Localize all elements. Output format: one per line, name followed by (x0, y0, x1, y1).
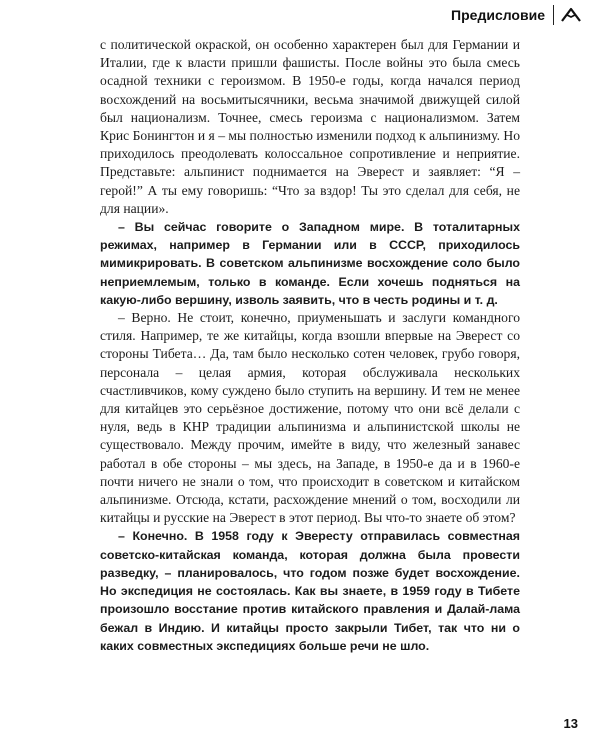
running-header (451, 4, 582, 26)
body-text (100, 36, 520, 655)
paragraph-question: – Конечно. В 1958 году к Эвересту отправилась совместная советско-китайская команда, которая должна была провести разведку, – планировалось, что годом позже будет восхождение. Но экспедиция не состоялась. Как вы знаете, в 1959 году в Тибете произошло восстание против китайского правления и Далай-лама бежал в Индию. И китайцы просто закрыли Тибет, так что ни о каких совместных экспедициях больше речи не шло. (100, 529, 520, 653)
header-divider (553, 5, 554, 25)
mountain-icon (560, 6, 582, 24)
paragraph-answer: – Верно. Не стоит, конечно, приуменьшать и заслуги командного стиля. Например, те же китайцы, когда взошли впервые на Эверест со стороны Тибета… Да, там было несколько сотен человек, грубо говоря, персонала – целая армия, которая обслуживала нескольких счастливчиков, кому суждено было ступить на вершину. И тем не менее для китайцев это серьёзное достижение, потому что они всё делали с нуля, ведь в КНР традиции альпинизма и альпинистской школы не существовало. Между прочим, имейте в виду, что железный занавес работал в обе стороны – мы здесь, на Западе, в 1950-е да и в 1960-е почти ничего не знали о том, что происходит в советском и китайском альпинизме. Отсюда, кстати, расхождение мнений о том, восходили ли китайцы и русские на Эверест в этот период. Вы что-то знаете об этом? (100, 310, 520, 526)
paragraph-continuation: с политической окраской, он особенно характерен был для Германии и Италии, где к власти пришли фашисты. После войны это была смесь осадной техники с героизмом. В 1950-е годы, когда начался период восхождений на восьмитысячники, весьма значимой движущей силой был национализм. Точнее, смесь героизма с национализмом. Затем Крис Бонингтон и я – мы полностью изменили подход к альпинизму. Но приходилось преодолевать колоссальное сопротивление и неприятие. Представьте: альпинист поднимается на Эверест и заявляет: “Я – герой!” А ты ему говоришь: “Что за вздор! Ты это сделал для себя, не для нации». (100, 37, 520, 216)
paragraph-question: – Вы сейчас говорите о Западном мире. В тоталитарных режимах, например в Германии или в СССР, приходилось мимикрировать. В советском альпинизме восхождение соло было неприемлемым, только в команде. Если хочешь подняться на какую-либо вершину, изволь заявить, что в честь родины и т. д. (100, 220, 520, 307)
chapter-title: Предисловие (451, 7, 545, 23)
page-number: 13 (563, 716, 578, 731)
